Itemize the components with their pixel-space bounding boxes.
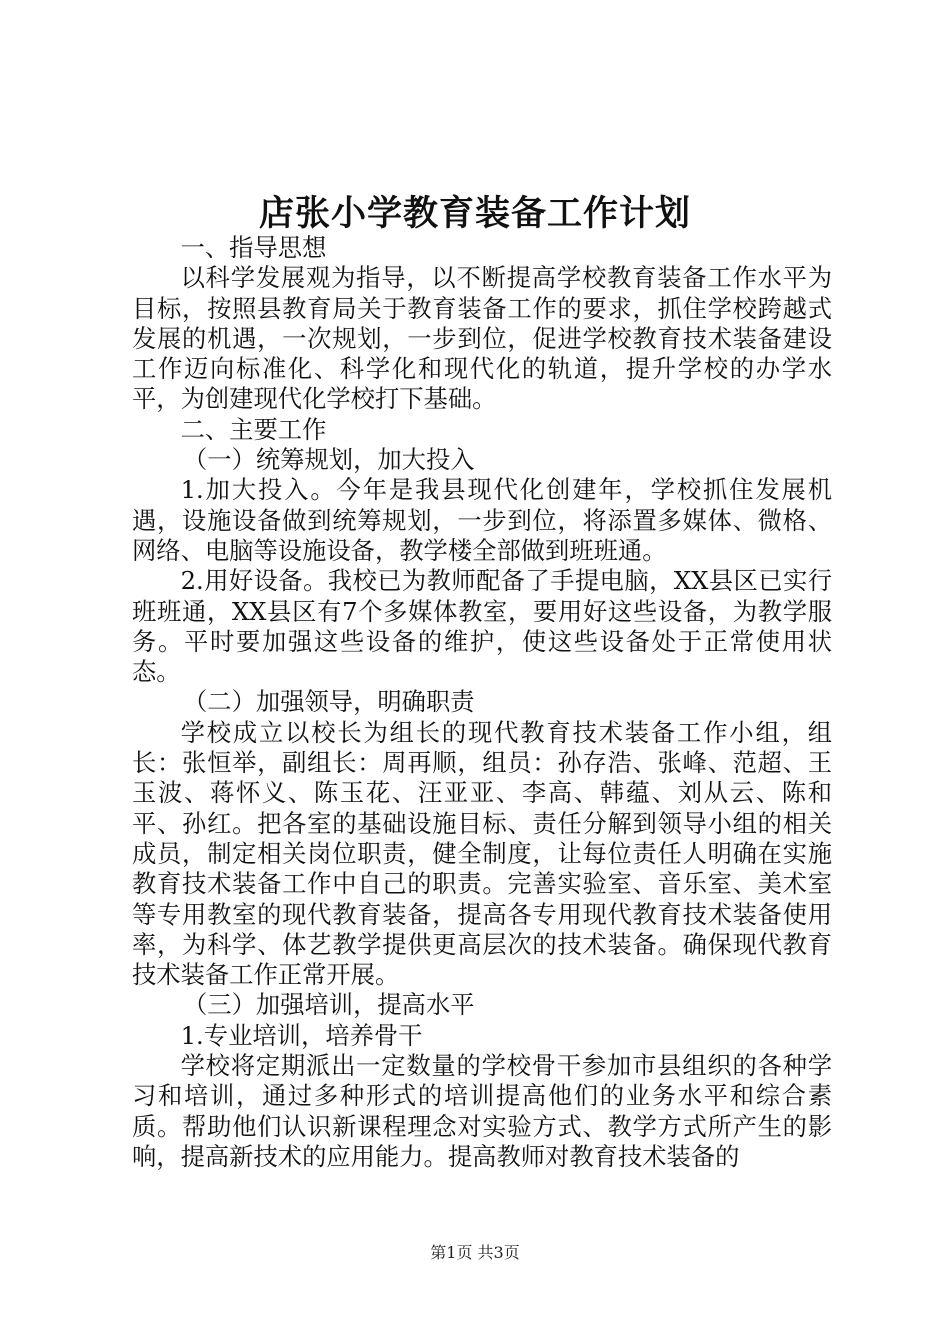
document-title: 店张小学教育装备工作计划 (258, 193, 691, 234)
body-paragraph: 以科学发展观为指导，以不断提高学校教育装备工作水平为目标，按照县教育局关于教育装备工作的要求，抓住学校跨越式发展的机遇，一次规划，一步到位，促进学校教育技术装备建设工作迈向标准化、科学化和现代化的轨道，提升学校的办学水平，为创建现代化学校打下基础。 (132, 263, 832, 414)
subsection-heading: （二）加强领导，明确职责 (183, 687, 475, 717)
document-body (132, 233, 832, 1172)
body-paragraph: 1.加大投入。今年是我县现代化创建年，学校抓住发展机遇，设施设备做到统筹规划，一步到位，将添置多媒体、微格、网络、电脑等设施设备，教学楼全部做到班班通。 (132, 475, 832, 565)
subsection-heading: （三）加强培训，提高水平 (183, 990, 475, 1020)
subsection-heading: （一）统筹规划，加大投入 (183, 445, 475, 475)
page-footer: 第1页 共3页 (430, 1243, 520, 1262)
section-heading: 一、指导思想 (180, 233, 327, 262)
body-paragraph: 学校将定期派出一定数量的学校骨干参加市县组织的各种学习和培训，通过多种形式的培训提高他们的业务水平和综合素质。帮助他们认识新课程理念对实验方式、教学方式所产生的影响，提高新技术的应用能力。提高教师对教育技术装备的 (132, 1051, 832, 1171)
body-paragraph: 1.专业培训，培养骨干 (180, 1020, 423, 1050)
section-heading: 二、主要工作 (180, 414, 327, 444)
body-paragraph: 学校成立以校长为组长的现代教育技术装备工作小组，组长：张恒举，副组长：周再顺，组员：孙存浩、张峰、范超、王玉波、蒋怀义、陈玉花、汪亚亚、李高、韩蕴、刘从云、陈和平、孙红。把各室的基础设施目标、责任分解到领导小组的相关成员，制定相关岗位职责，健全制度，让每位责任人明确在实施教育技术装备工作中自己的职责。完善实验室、音乐室、美术室等专用教室的现代教育装备，提高各专用现代教育技术装备使用率，为科学、体艺教学提供更高层次的技术装备。确保现代教育技术装备工作正常开展。 (132, 717, 832, 990)
body-paragraph: 2.用好设备。我校已为教师配备了手提电脑，XX县区已实行班班通，XX县区有7个多媒体教室，要用好这些设备，为教学服务。平时要加强这些设备的维护，使这些设备处于正常使用状态。 (132, 566, 832, 687)
